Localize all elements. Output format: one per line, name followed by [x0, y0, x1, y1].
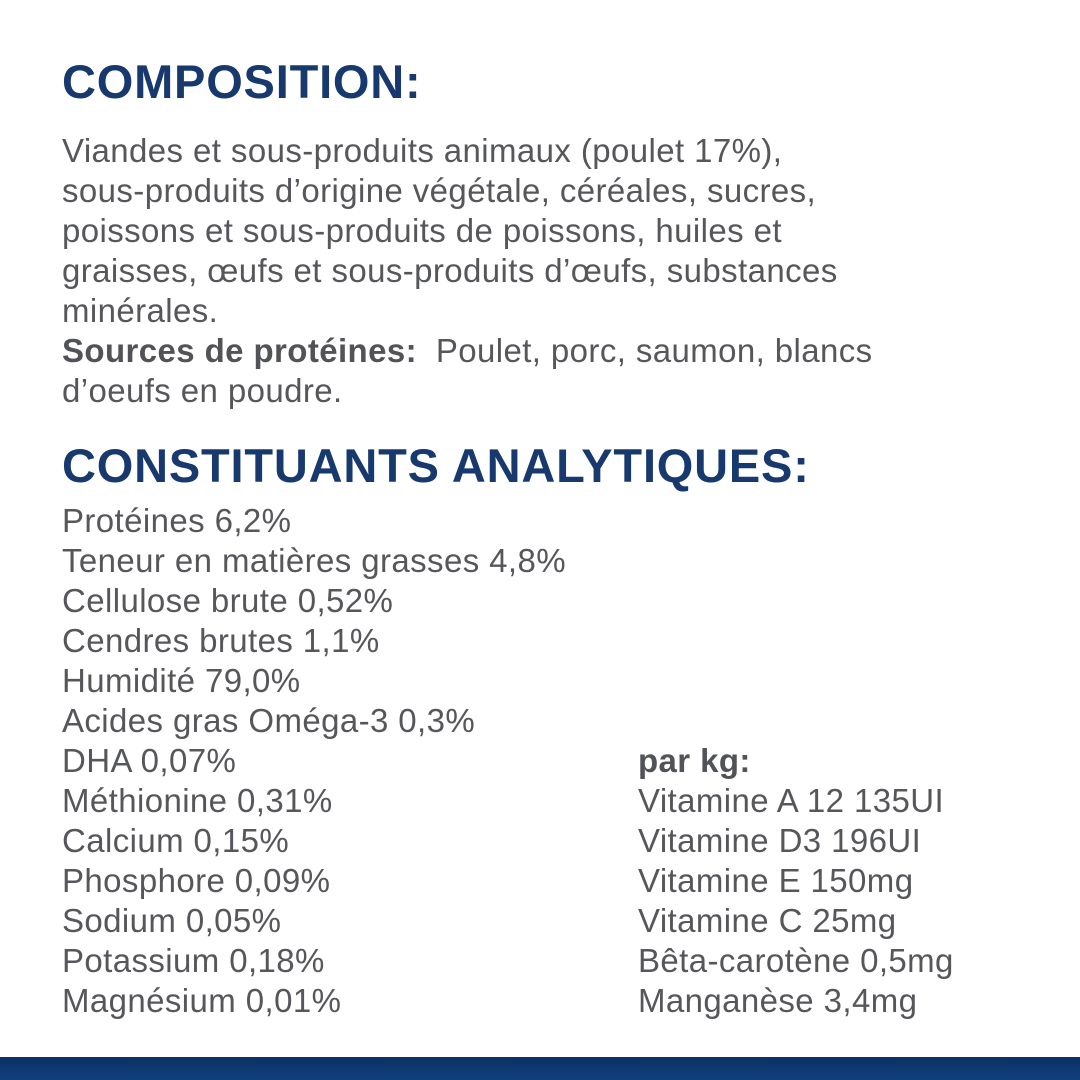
- per-kg-label: par kg:: [638, 742, 751, 779]
- per-kg-item: Bêta-carotène 0,5mg: [638, 942, 954, 979]
- per-kg-item: Vitamine E 150mg: [638, 862, 914, 899]
- analytical-item: Sodium 0,05%: [62, 902, 282, 939]
- per-kg-item: Vitamine D3 196UI: [638, 822, 922, 859]
- protein-sources-text: Poulet, porc, saumon, blancs: [435, 332, 873, 369]
- analytical-item: Protéines 6,2%: [62, 502, 292, 539]
- analytical-item: DHA 0,07%: [62, 742, 237, 779]
- protein-sources-line: [62, 331, 873, 371]
- protein-sources-label: Sources de protéines:: [62, 332, 417, 369]
- analytical-item: Calcium 0,15%: [62, 822, 290, 859]
- per-kg-item: Manganèse 3,4mg: [638, 982, 918, 1019]
- analytical-item: Teneur en matières grasses 4,8%: [62, 542, 566, 579]
- composition-line: poissons et sous-produits de poissons, huiles et: [62, 212, 782, 249]
- protein-sources-line: d’oeufs en poudre.: [62, 372, 343, 409]
- analytical-item: Cendres brutes 1,1%: [62, 622, 380, 659]
- footer-bar: [0, 1057, 1080, 1080]
- per-kg-item: Vitamine A 12 135UI: [638, 782, 945, 819]
- analytical-heading: CONSTITUANTS ANALYTIQUES:: [62, 439, 810, 492]
- composition-line: Viandes et sous-produits animaux (poulet 17%),: [62, 132, 783, 169]
- analytical-item: Cellulose brute 0,52%: [62, 582, 394, 619]
- analytical-item: Acides gras Oméga-3 0,3%: [62, 702, 476, 739]
- analytical-item: Magnésium 0,01%: [62, 982, 342, 1019]
- composition-line: sous-produits d’origine végétale, céréales, sucres,: [62, 172, 817, 209]
- composition-line: graisses, œufs et sous-produits d’œufs, substances: [62, 252, 838, 289]
- composition-heading: COMPOSITION:: [62, 55, 422, 108]
- analytical-item: Humidité 79,0%: [62, 662, 301, 699]
- analytical-item: Phosphore 0,09%: [62, 862, 331, 899]
- analytical-item: Méthionine 0,31%: [62, 782, 333, 819]
- per-kg-item: Vitamine C 25mg: [638, 902, 897, 939]
- analytical-item: Potassium 0,18%: [62, 942, 325, 979]
- composition-line: minérales.: [62, 292, 219, 329]
- composition-body: [62, 131, 873, 411]
- per-kg-column: [638, 741, 954, 1021]
- analytical-list: [62, 501, 566, 1021]
